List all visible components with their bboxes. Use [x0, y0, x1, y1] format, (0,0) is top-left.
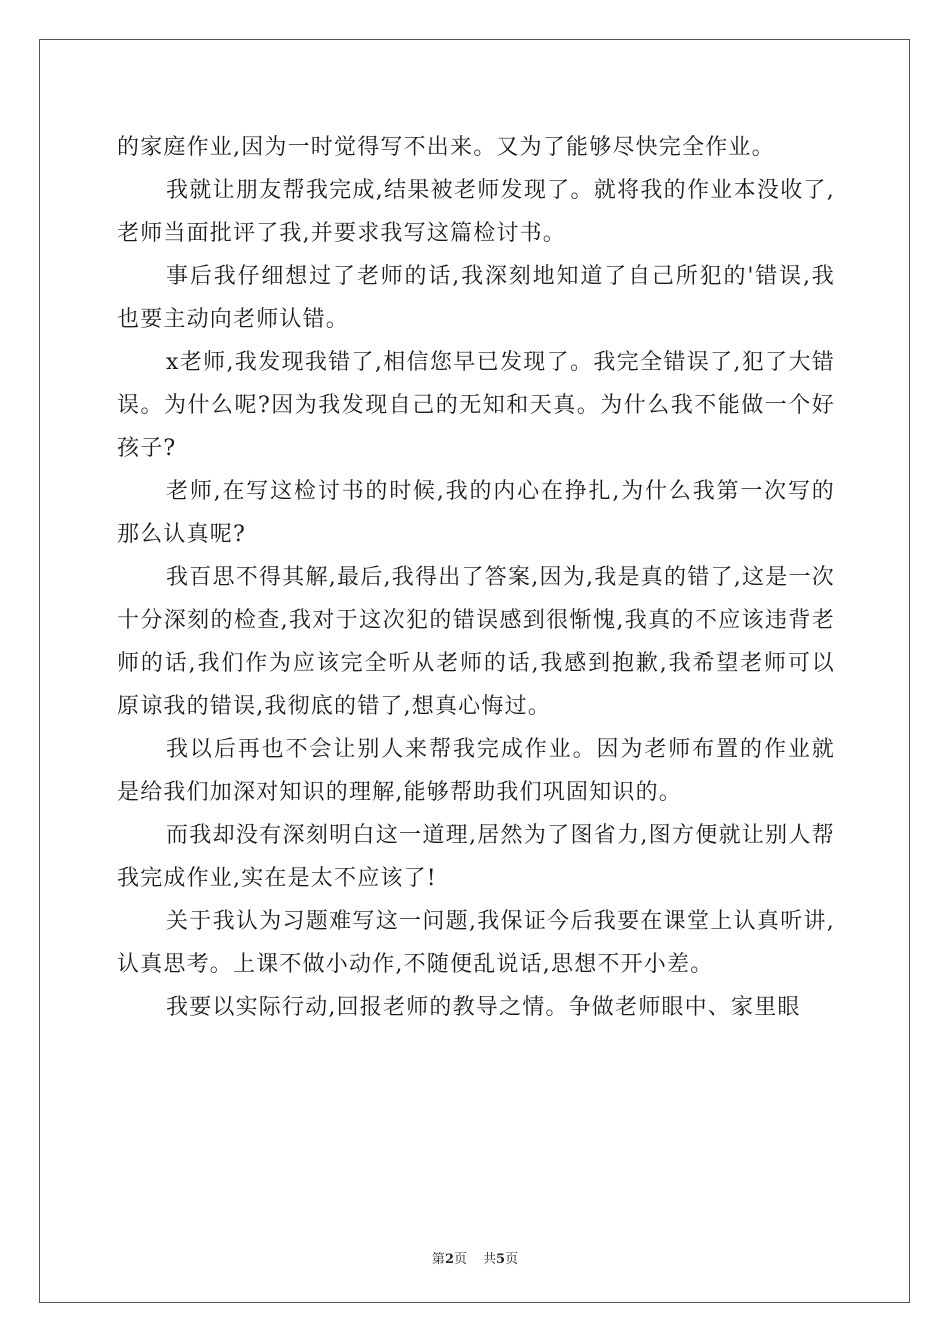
page-footer — [0, 1248, 950, 1267]
paragraph-6: 我百思不得其解,最后,我得出了答案,因为,我是真的错了,这是一次十分深刻的检查,我对于这次犯的错误感到很惭愧,我真的不应该违背老师的话,我们作为应该完全听从老师的话,我感到抱歉,我希望老师可以原谅我的错误,我彻底的错了,想真心悔过。 — [117, 565, 835, 719]
paragraph-5: 老师,在写这检讨书的时候,我的内心在挣扎,为什么我第一次写的那么认真呢? — [117, 479, 835, 547]
total-prefix: 共 — [483, 1252, 497, 1267]
total-page-number: 5 — [496, 1252, 506, 1267]
total-suffix: 页 — [505, 1252, 519, 1267]
paragraph-4: x老师,我发现我错了,相信您早已发现了。我完全错误了,犯了大错误。为什么呢?因为我发现自己的无知和天真。为什么我不能做一个好孩子? — [117, 350, 835, 461]
paragraph-9: 关于我认为习题难写这一问题,我保证今后我要在课堂上认真听讲,认真思考。上课不做小动作,不随便乱说话,思想不开小差。 — [117, 909, 835, 977]
document-body — [117, 126, 835, 1029]
paragraph-3: 事后我仔细想过了老师的话,我深刻地知道了自己所犯的'错误,我也要主动向老师认错。 — [117, 264, 835, 332]
paragraph-1: 的家庭作业,因为一时觉得写不出来。又为了能够尽快完全作业。 — [117, 135, 775, 160]
page-suffix: 页 — [453, 1252, 467, 1267]
current-page-number: 2 — [444, 1252, 454, 1267]
paragraph-7: 我以后再也不会让别人来帮我完成作业。因为老师布置的作业就是给我们加深对知识的理解,能够帮助我们巩固知识的。 — [117, 737, 835, 805]
paragraph-10: 我要以实际行动,回报老师的教导之情。争做老师眼中、家里眼 — [166, 995, 801, 1020]
page-prefix: 第 — [431, 1252, 445, 1267]
paragraph-8: 而我却没有深刻明白这一道理,居然为了图省力,图方便就让别人帮我完成作业,实在是太不应该了! — [117, 823, 835, 891]
paragraph-2: 我就让朋友帮我完成,结果被老师发现了。就将我的作业本没收了,老师当面批评了我,并要求我写这篇检讨书。 — [117, 178, 835, 246]
